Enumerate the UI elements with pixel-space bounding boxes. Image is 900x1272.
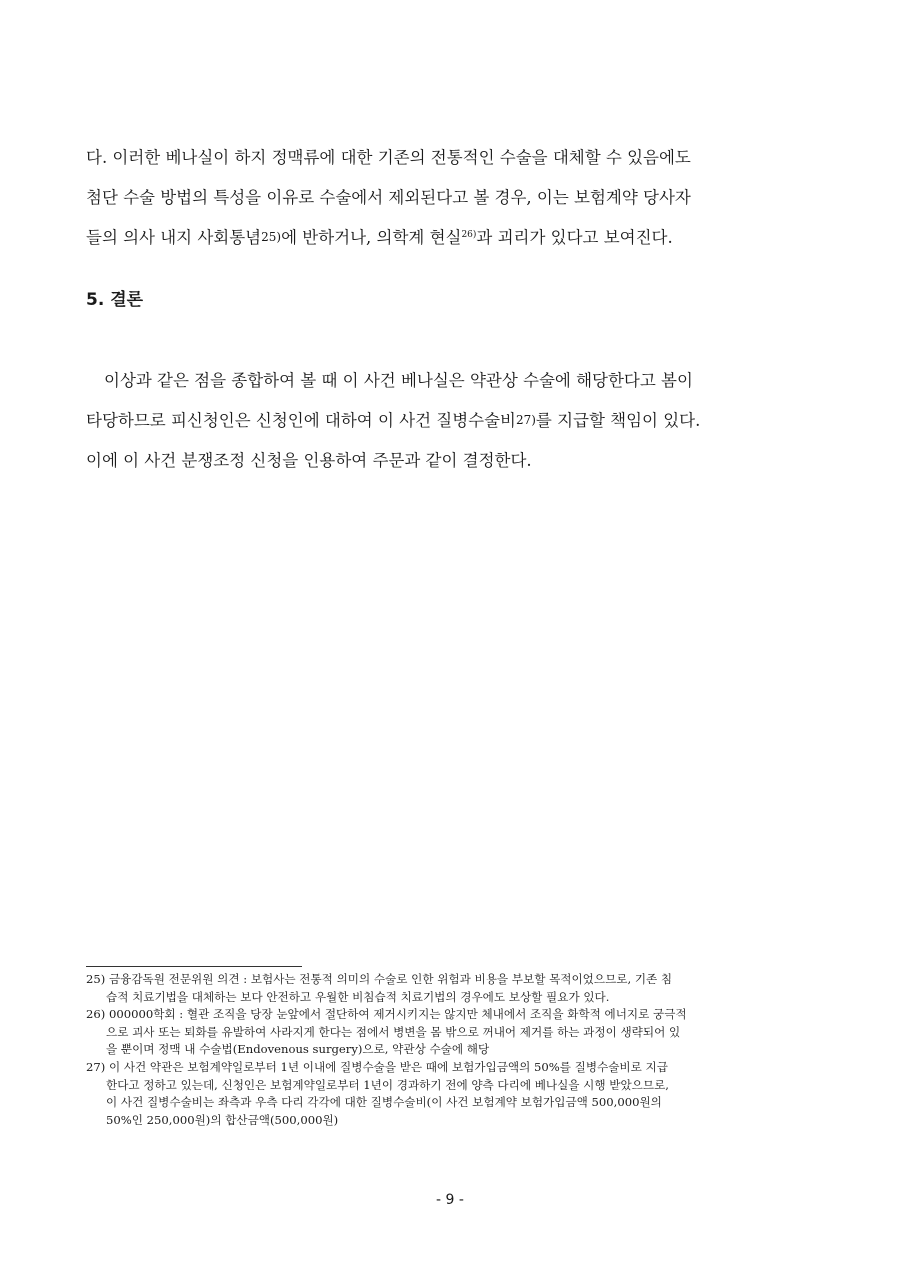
paragraph-line: [86, 401, 814, 441]
footnote-26: [86, 1006, 816, 1059]
paragraph-line: 첨단 수술 방법의 특성을 이유로 수술에서 제외된다고 볼 경우, 이는 보험계약 당사자: [86, 188, 691, 207]
footnote-line: 습적 치료기법을 대체하는 보다 안전하고 우월한 비침습적 치료기법의 경우에도 보상할 필요가 있다.: [106, 989, 610, 1004]
footnote-divider: [86, 966, 302, 967]
paragraph-text: 타당하므로 피신청인은 신청인에 대하여 이 사건 질병수술비: [86, 411, 516, 430]
paragraph-line: [86, 218, 814, 258]
footnote-line: 을 뿐이며 정맥 내 수술법(Endovenous surgery)으로, 약관상 수술에 해당: [106, 1042, 490, 1057]
footnote-reference: 25): [261, 230, 282, 244]
paragraph-line: 이상과 같은 점을 종합하여 볼 때 이 사건 베나실은 약관상 수술에 해당한다고 봄이: [104, 371, 693, 390]
footnote-line: 으로 괴사 또는 퇴화를 유발하여 사라지게 한다는 점에서 병변을 몸 밖으로 꺼내어 제거를 하는 과정이 생략되어 있: [106, 1024, 681, 1039]
footnote-line: 25) 금융감독원 전문위원 의견 : 보험사는 전통적 의미의 수술로 인한 위험과 비용을 부보할 목적이었으므로, 기존 침: [86, 972, 673, 986]
footnote-line: 50%인 250,000원)의 합산금액(500,000원): [106, 1112, 339, 1127]
footnote-line: 한다고 정하고 있는데, 신청인은 보험계약일로부터 1년이 경과하기 전에 양측 다리에 베나실을 시행 받았으므로,: [106, 1077, 669, 1092]
footnotes: [86, 971, 816, 1129]
footnote-line: 이 사건 질병수술비는 좌측과 우측 다리 각각에 대한 질병수술비(이 사건 보험계약 보험가입금액 500,000원의: [106, 1095, 662, 1110]
paragraph-text: 과 괴리가 있다고 보여진다.: [476, 228, 673, 247]
footnote-reference: 27): [515, 413, 536, 427]
section-heading: 5. 결론: [86, 290, 144, 310]
page-number: - 9 -: [436, 1192, 464, 1208]
paragraph-text: 를 지급할 책임이 있다.: [535, 411, 701, 430]
footnote-line: 26) 000000학회 : 혈관 조직을 당장 눈앞에서 절단하여 제거시키지는 않지만 체내에서 조직을 화학적 에너지로 궁극적: [86, 1007, 687, 1022]
paragraph-line: 이에 이 사건 분쟁조정 신청을 인용하여 주문과 같이 결정한다.: [86, 451, 532, 470]
paragraph-text: 에 반하거나, 의학계 현실: [281, 228, 462, 247]
footnote-27: [86, 1059, 816, 1129]
conclusion-paragraph: [86, 361, 814, 481]
paragraph-line: 다. 이러한 베나실이 하지 정맥류에 대한 기존의 전통적인 수술을 대체할 수 있음에도: [86, 148, 691, 167]
footnote-line: 27) 이 사건 약관은 보험계약일로부터 1년 이내에 질병수술을 받은 때에 보험가입금액의 50%를 질병수술비로 지급: [86, 1059, 668, 1074]
paragraph-text: 들의 의사 내지 사회통념: [86, 228, 262, 247]
body-paragraph: [86, 138, 814, 258]
footnote-reference: 26): [461, 230, 477, 240]
footnote-25: [86, 971, 816, 1006]
